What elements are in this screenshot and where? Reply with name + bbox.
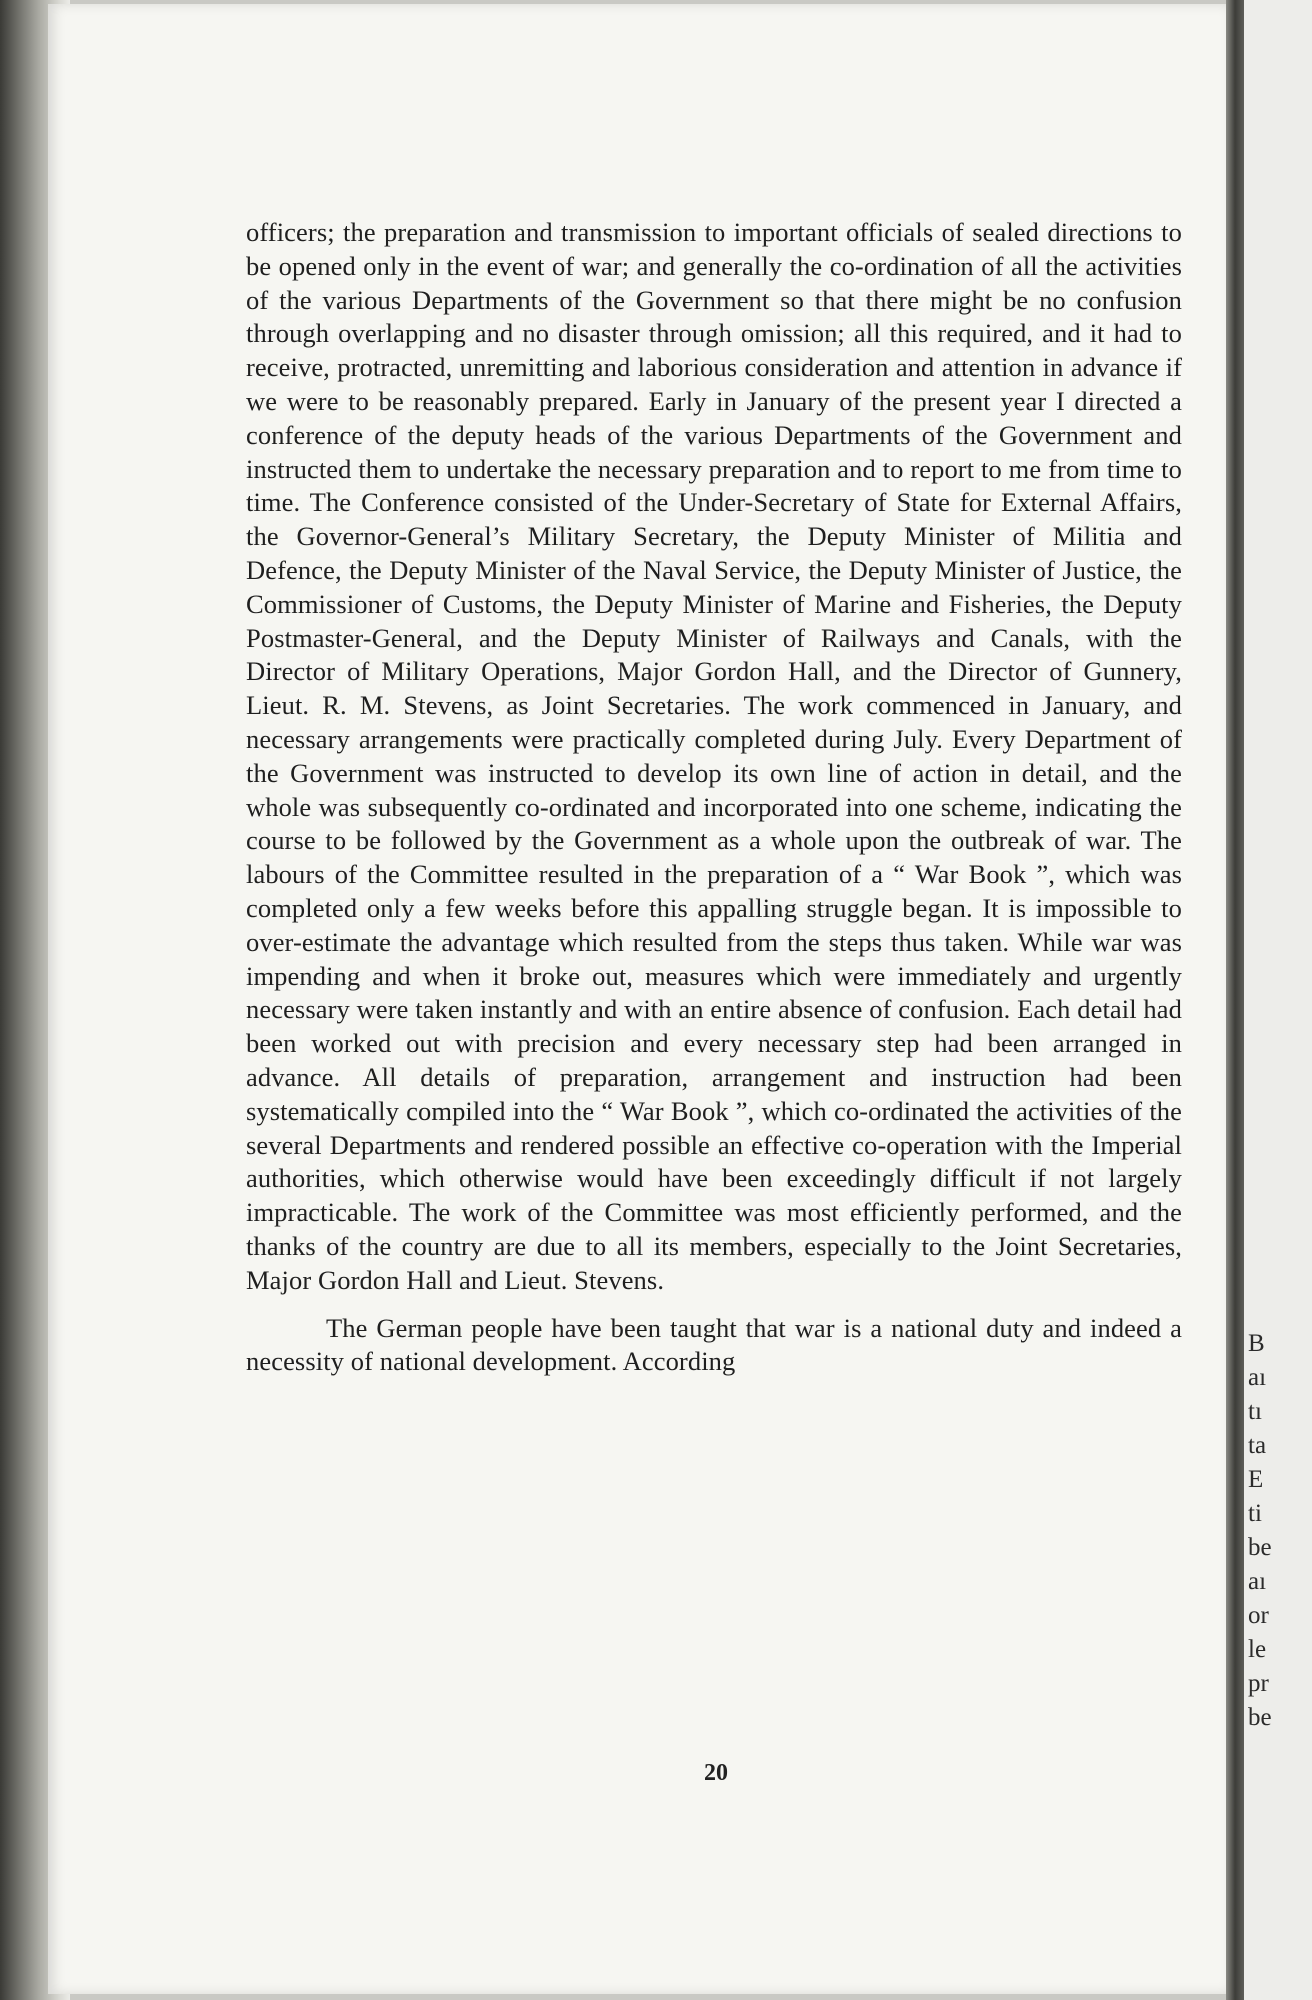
adjacent-page-fragment: aı [1248, 1568, 1267, 1595]
adjacent-page-fragment: ta [1248, 1432, 1267, 1459]
adjacent-page-fragment: be [1248, 1534, 1272, 1561]
adjacent-page-edge [1244, 0, 1312, 2000]
adjacent-page-fragment: ti [1248, 1500, 1262, 1527]
page-gutter [1226, 0, 1244, 2000]
adjacent-page-fragment: B [1248, 1330, 1265, 1357]
adjacent-page-fragment: pr [1248, 1670, 1269, 1697]
adjacent-page-fragment: le [1248, 1636, 1267, 1663]
adjacent-page-fragment: or [1248, 1602, 1269, 1629]
paragraph: The German people have been taught that war is a national duty and indeed a necessity of national development. According [246, 1312, 1182, 1377]
adjacent-page-fragment: E [1248, 1466, 1264, 1493]
page-number: 20 [704, 1760, 728, 1786]
adjacent-page-fragment: tı [1248, 1398, 1262, 1425]
paragraph: officers; the preparation and transmission to important officials of sealed directions to be opened only in the event of war; and generally the co-ordination of all the activities of the various Departments of the Government so that there might be no confusion through overlapping and no disaster through omission; all this required, and it had to receive, protracted, unremitting and laborious consideration and attention in advance if we were to be reasonably prepared. Early in January of the present year I directed a conference of the deputy heads of the various Departments of the Government and instructed them to undertake the necessary preparation and to report to me from time to time. The Conference consisted of the Under-Secretary of State for External Affairs, the Governor-General’s Military Secretary, the Deputy Minister of Militia and Defence, the Deputy Minister of the Naval Service, the Deputy Minister of Justice, the Commissioner of Customs, the Deputy Minister of Marine and Fisheries, the Deputy Postmaster-General, and the Deputy Minister of Railways and Canals, with the Director of Military Operations, Major Gordon Hall, and the Director of Gunnery, Lieut. R. M. Stevens, as Joint Secretaries. The work commenced in January, and necessary arrangements were practically completed during July. Every Department of the Government was instructed to develop its own line of action in detail, and the whole was subsequently co-ordinated and incorporated into one scheme, indicating the course to be followed by the Government as a whole upon the outbreak of war. The labours of the Committee resulted in the preparation of a “ War Book ”, which was completed only a few weeks before this appalling struggle began. It is impossible to over-estimate the advantage which resulted from the steps thus taken. While war was impending and when it broke out, measures which were immediately and urgently necessary were taken instantly and with an entire absence of confusion. Each detail had been worked out with precision and every necessary step had been arranged in advance. All details of preparation, arrangement and instruction had been systematically compiled into the “ War Book ”, which co-ordinated the activities of the several Departments and rendered possible an effective co-operation with the Imperial authorities, which otherwise would have been exceedingly difficult if not largely impracticable. The work of the Committee was most efficiently performed, and the thanks of the country are due to all its members, especially to the Joint Secretaries, Major Gordon Hall and Lieut. Stevens. [246, 217, 1182, 1295]
body-text [246, 216, 1182, 1379]
adjacent-page-fragment: be [1248, 1704, 1272, 1731]
adjacent-page-fragment: aı [1248, 1364, 1267, 1391]
